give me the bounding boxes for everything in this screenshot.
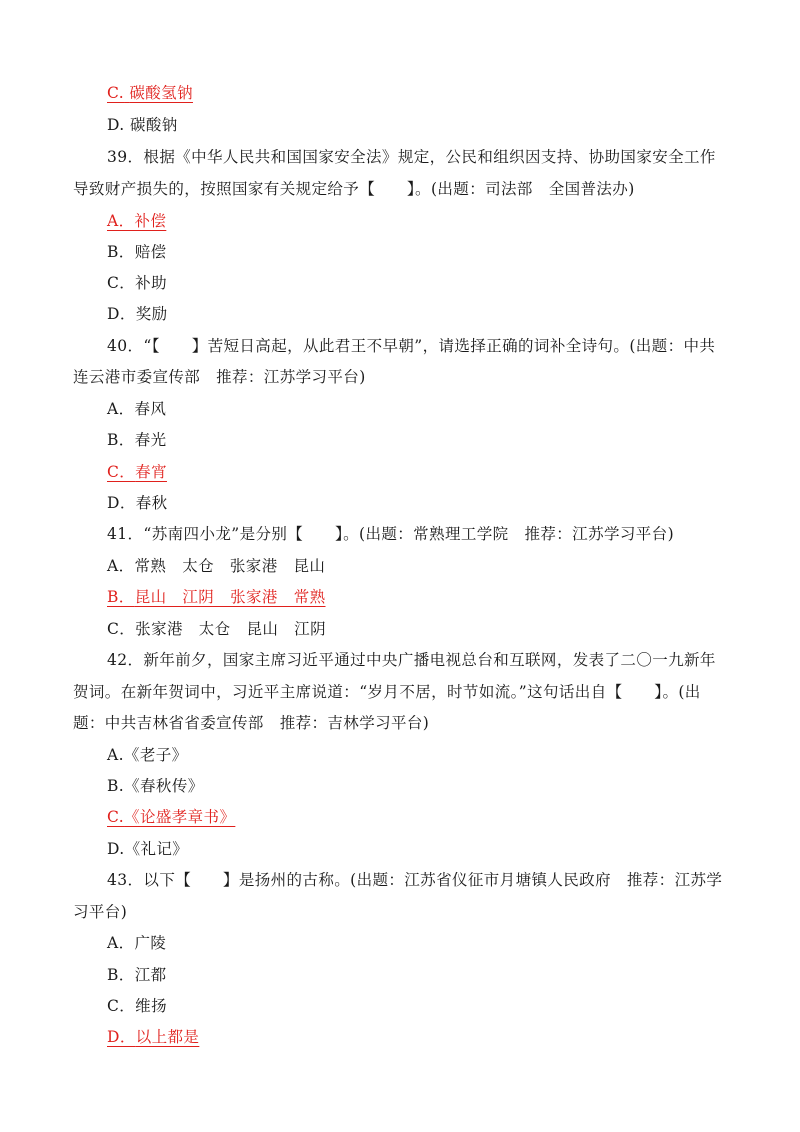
question-43-line-2: 习平台): [73, 903, 128, 921]
option-text: 维扬: [135, 997, 167, 1015]
option-c-39: [107, 272, 167, 294]
option-label: A．: [107, 934, 135, 952]
option-text: 碳酸氢钠: [129, 84, 193, 102]
option-text: 常熟 太仓 张家港 昆山: [134, 557, 326, 575]
option-d-40: [107, 492, 168, 514]
option-text: 以上都是: [135, 1028, 200, 1046]
option-text: 春风: [134, 400, 167, 418]
option-b-39: [107, 241, 167, 263]
option-a-43: [107, 932, 166, 954]
option-label: B．: [107, 588, 135, 606]
option-label: C．: [107, 997, 136, 1015]
question-42-line-2: 贺词。在新年贺词中，习近平主席说道：“岁月不居，时节如流。”这句话出自【 】。(出: [73, 683, 701, 701]
option-text: 春秋: [135, 494, 168, 512]
option-label: A．: [107, 400, 135, 418]
option-text: 碳酸钠: [129, 116, 178, 134]
question-39-line-1: 39．根据《中华人民共和国国家安全法》规定，公民和组织因支持、协助国家安全工作: [107, 148, 716, 166]
option-b-42: [107, 775, 204, 797]
option-d-39: [107, 303, 168, 325]
option-text: 《春秋传》: [124, 777, 204, 795]
question-40-line-2: 连云港市委宣传部 推荐：江苏学习平台): [73, 368, 366, 386]
option-label: A．: [107, 557, 135, 575]
option-text: 广陵: [134, 934, 167, 952]
question-41-line-1: 41．“苏南四小龙”是分别【 】。(出题：常熟理工学院 推荐：江苏学习平台): [107, 525, 675, 543]
option-text: 张家港 太仓 昆山 江阴: [135, 620, 326, 638]
option-text: 《老子》: [123, 746, 188, 764]
question-43-line-1: 43．以下【 】是扬州的古称。(出题：江苏省仪征市月塘镇人民政府 推荐：江苏学: [107, 871, 723, 889]
question-42-line-1: 42．新年前夕，国家主席习近平通过中央广播电视总台和互联网，发表了二〇一九新年: [107, 651, 716, 669]
question-39-line-2: 导致财产损失的，按照国家有关规定给予【 】。(出题：司法部 全国普法办): [73, 180, 635, 198]
option-c-38: [107, 82, 193, 104]
option-label: A．: [107, 212, 135, 230]
option-b-43: [107, 964, 167, 986]
option-label: C.: [107, 808, 125, 826]
option-label: D．: [107, 305, 136, 323]
option-a-39: [107, 210, 166, 232]
option-a-42: [107, 744, 188, 766]
option-label: D.: [107, 116, 125, 134]
option-label: D．: [107, 1028, 136, 1046]
option-text: 补助: [135, 274, 167, 292]
option-text: 江都: [134, 966, 167, 984]
question-42-line-3: 题：中共吉林省省委宣传部 推荐：吉林学习平台): [73, 714, 430, 732]
option-label: D.: [107, 840, 125, 858]
option-b-41: [107, 586, 326, 608]
option-c-42: [107, 806, 235, 828]
option-c-40: [107, 461, 167, 483]
option-label: B．: [107, 243, 135, 261]
option-label: D．: [107, 494, 136, 512]
option-label: C．: [107, 274, 136, 292]
option-label: B．: [107, 431, 135, 449]
option-label: C．: [107, 620, 136, 638]
option-text: 春光: [134, 431, 167, 449]
option-label: C.: [107, 84, 125, 102]
option-text: 昆山 江阴 张家港 常熟: [134, 588, 326, 606]
option-text: 奖励: [135, 305, 168, 323]
option-a-41: [107, 555, 325, 577]
option-d-42: [107, 838, 188, 860]
option-label: A.: [107, 746, 124, 764]
option-label: B．: [107, 966, 135, 984]
option-text: 《礼记》: [124, 840, 189, 858]
option-text: 补偿: [134, 212, 167, 230]
option-text: 赔偿: [134, 243, 167, 261]
option-text: 《论盛孝章书》: [124, 808, 236, 826]
question-40-line-1: 40．“【 】苦短日高起，从此君王不早朝”，请选择正确的词补全诗句。(出题：中共: [107, 337, 716, 355]
option-a-40: [107, 398, 166, 420]
option-label: B.: [107, 777, 125, 795]
option-d-43: [107, 1026, 199, 1048]
option-label: C．: [107, 463, 136, 481]
option-text: 春宵: [135, 463, 167, 481]
option-c-41: [107, 618, 326, 640]
option-b-40: [107, 429, 167, 451]
option-d-38: [107, 114, 178, 136]
option-c-43: [107, 995, 167, 1017]
